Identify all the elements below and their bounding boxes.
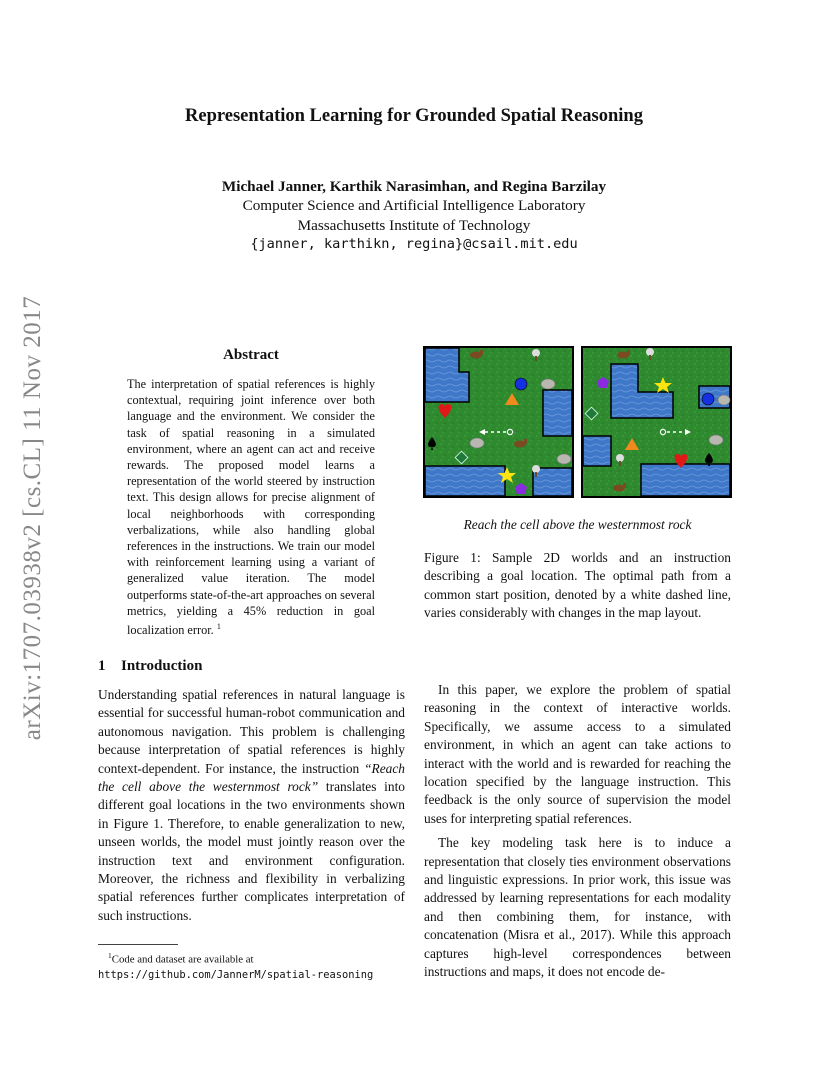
abstract-heading: Abstract xyxy=(223,347,279,363)
arxiv-stamp xyxy=(18,278,48,758)
abstract-footnote-mark: 1 xyxy=(216,622,221,632)
rock-icon xyxy=(541,379,555,389)
body-paragraph: In this paper, we explore the problem of spatial reasoning in the context of interactive worlds. Specifically, we assume access to a simulated environment, in which an agent can take actions to interact with the world and is rewarded for reaching the location specified by the language instruction. This feedback is the only source of supervision the model uses for interpreting spatial references. xyxy=(424,682,731,826)
rock-icon xyxy=(709,435,723,445)
figure-instruction: Reach the cell above the westernmost rock xyxy=(463,517,692,532)
abstract-text: The interpretation of spatial references is highly contextual, requiring joint inference over both language and the environment. We consider the task of spatial reasoning in a simulated environment, where an agent can act and receive rewards. The proposed model learns a representation of the world steered by instruction text. This design allows for precise alignment of local neighborhoods with corresponding verbalizations, while also handling global references in the instructions. We train our model with reinforcement learning using a variant of generalized value iteration. The model outperforms state-of-the-art approaches on several metrics, yielding a 45% reduction in goal localization error. xyxy=(127,377,375,638)
body-paragraph: The key modeling task here is to induce a representation that closely ties environment observations and linguistic expressions. In prior work, this issue was addressed by learning representations for each modality and then combining them, for instance, with concatenation (Misra et al., 2017). While this approach captures high-level correspondences between instructions and maps, it does not encode de- xyxy=(424,835,731,980)
footnote-text: Code and dataset are available at xyxy=(111,953,254,966)
right-column xyxy=(424,681,731,982)
arxiv-stamp-text: arXiv:1707.03938v2 [cs.CL] 11 Nov 2017 xyxy=(19,295,46,741)
rock-icon xyxy=(470,438,484,448)
intro-paragraph: Understanding spatial references in natural language is essential for successful human-robot communication and autonomous navigation. This problem is challenging because interpretation of spatial references is highly context-dependent. For instance, the instruction “Reach the cell above the westernmost rock” translates into different goal locations in the two environments shown in Figure 1. Therefore, to enable generalization to new, unseen worlds, the model must jointly reason over the instruction text and environment configuration. Moreover, the richness and flexibility in verbalizing spatial references further complicates interpretation of such instructions. xyxy=(98,687,405,923)
affiliation-lab: Computer Science and Artificial Intelligence Laboratory xyxy=(242,197,586,215)
map-left xyxy=(424,347,573,497)
blue-circle-icon xyxy=(515,378,527,390)
paper-title: Representation Learning for Grounded Spatial Reasoning xyxy=(185,106,643,126)
blue-circle-icon xyxy=(702,393,714,405)
author-names: Michael Janner, Karthik Narasimhan, and Regina Barzilay xyxy=(221,178,607,195)
author-emails: {janner, karthikn, regina}@csail.mit.edu xyxy=(250,235,578,252)
section-title: Introduction xyxy=(121,658,203,674)
footnote-url[interactable]: https://github.com/JannerM/spatial-reasoning xyxy=(98,969,374,982)
figure-caption: Figure 1: Sample 2D worlds and an instruction describing a goal location. The optimal path from a common start position, denoted by a white dashed line, varies considerably with changes in the map layout. xyxy=(424,550,731,621)
rock-icon xyxy=(557,454,571,464)
map-right xyxy=(582,347,731,497)
section-heading xyxy=(98,658,202,675)
figure-sample-worlds xyxy=(423,346,733,498)
section-number: 1 xyxy=(98,658,106,674)
footnote xyxy=(98,948,405,984)
footnote-mark: 1 xyxy=(108,951,112,960)
left-column xyxy=(98,686,405,925)
author-block xyxy=(0,177,828,254)
footnote-rule xyxy=(98,944,178,945)
abstract-body xyxy=(127,376,375,638)
affiliation-institute: Massachusetts Institute of Technology xyxy=(297,216,531,234)
rock-icon xyxy=(718,395,730,405)
instruction-quote: “Reach the cell above the westernmost rock” xyxy=(98,760,405,795)
